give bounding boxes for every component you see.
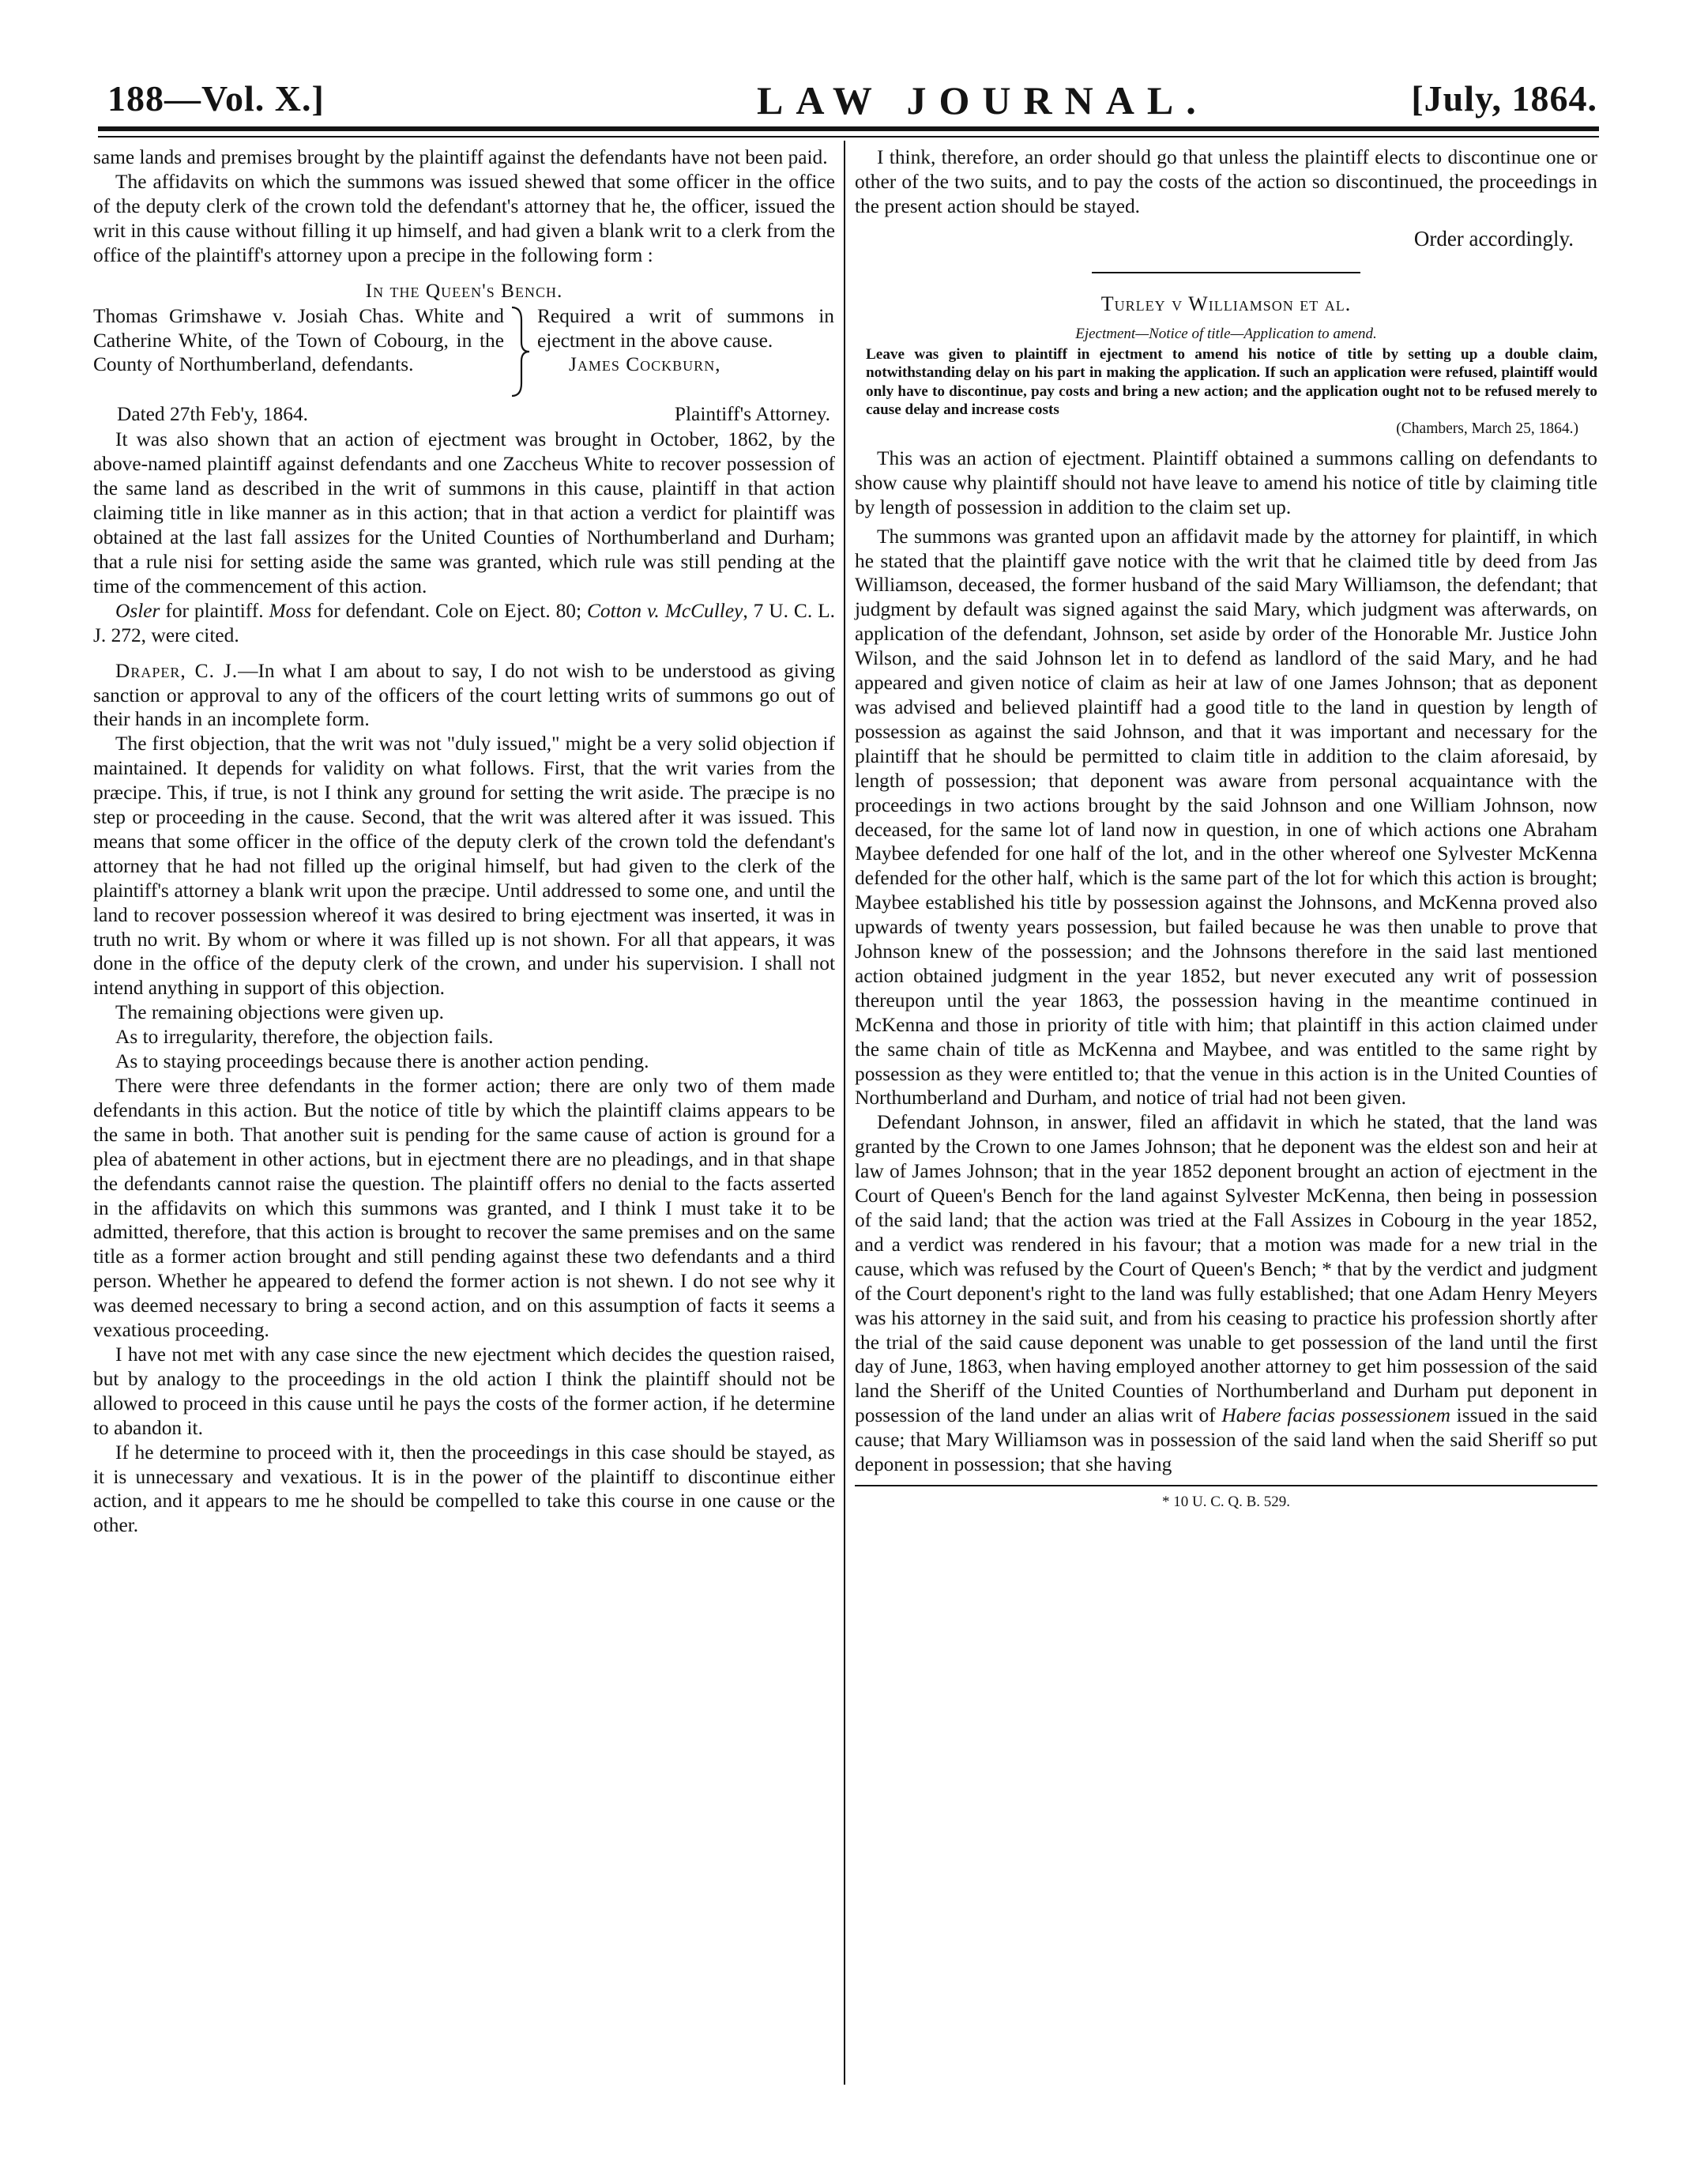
headnote: Leave was given to plaintiff in ejectment to amend his notice of title by setting up a double claim, notwithstanding delay on his part in making the application. If such an application were refused, plaintiff would only have to discontinue, pay costs and bring a new action; and the application ought not to be refused merely to cause delay and increase costs: [866, 345, 1597, 419]
paragraph-text: Defendant Johnson, in answer, filed an affidavit in which he stated, that the land was granted by the Crown to one James Johnson; that he deponent was the eldest son and heir at law of James Johnson; that in the year 1852 deponent brought an action of ejectment in the Court of Queen's Bench for the land against Sylvester McKenna, then being in possession of the said land; that the action was tried at the Fall Assizes in Cobourg in the year 1852, and a verdict was rendered in his favour; that a motion was made for a new trial in the cause, which was refused by the Court of Queen's Bench; * that by the verdict and judgment of the Court deponent's right to the land was fully established; that one Adam Henry Meyers was his attorney in the said suit, and from his ceasing to practice his profession shortly after the trial of the said cause deponent was unable to get possession of the land until the first day of June, 1863, when having employed another attorney to get him possession of the said land the Sheriff of the United Counties of Northumberland and Durham put deponent in possession of the land under an alias writ of: [855, 1111, 1597, 1427]
paragraph: If he determine to proceed with it, then the proceedings in this case should be stayed, as it is unnecessary and vexatious. It is in the power of the plaintiff to discontinue either action, and it appears to me he should be compelled to take this course in one cause or the other.: [93, 1441, 835, 1537]
counsel-text: for defendant. Cole on Eject. 80;: [311, 599, 587, 622]
judgment-opening: [93, 659, 835, 733]
issue-date: [July, 1864.: [1411, 78, 1597, 119]
column-divider: [844, 141, 845, 2085]
counsel-text: for plaintiff.: [160, 599, 269, 622]
chambers-date: (Chambers, March 25, 1864.): [1396, 420, 1578, 437]
counsel-text: , 7 U. C. L. J. 272, were cited.: [93, 599, 835, 646]
paragraph: It was also shown that an action of ejectment was brought in October, 1862, by the above-named plaintiff against defendants and one Zaccheus White to recover possession of the same land as described in the writ of summons in this cause, plaintiff in that action claiming title in like manner as in this action; that in that action a verdict for plaintiff was obtained at the last fall assizes for the United Counties of Northumberland and Durham; that a rule nisi for setting aside the same was granted, which rule was still pending at the time of the commencement of this action.: [93, 428, 835, 597]
paragraph: I think, therefore, an order should go that unless the plaintiff elects to discontinue one or other of the two suits, and to pay the costs of the action so discontinued, the proceedings in the present action should be stayed.: [855, 146, 1597, 217]
paragraph: There were three defendants in the former action; there are only two of them made defendants in this action. But the notice of title by which the plaintiff claims appears to be the same in both. That another suit is pending for the same cause of action is ground for a plea of abatement in other actions, but in ejectment there are no pleadings, and in that shape the defendants cannot raise the question. The plaintiff offers no denial to the facts asserted in the affidavits on which this summons was granted, and I think I must take it to be admitted, therefore, that this action is brought to recover the same premises and on the same title as a former action brought and still pending against these two defendants and a third person. Whether he appeared to defend the former action is not shewn. I do not see why it was deemed necessary to bring a second action, and on this assumption of facts it seems a vexatious proceeding.: [93, 1075, 835, 1342]
writ-parties: Thomas Grimshawe v. Josiah Chas. White and Catherine White, of the Town of Cobourg, in the County of Northumberland, defendants.: [93, 305, 504, 376]
left-column: [93, 145, 835, 1538]
page-volume: 188—Vol. X.]: [107, 78, 325, 119]
paragraph: I have not met with any case since the new ejectment which decides the question raised, but by analogy to the proceedings in the old action I think the plaintiff should not be allowed to proceed in this cause until he pays the costs of the former action, if he determine to abandon it.: [93, 1343, 835, 1439]
footnote-rule: [855, 1485, 1597, 1486]
paragraph: [855, 1110, 1597, 1477]
right-column: [855, 145, 1597, 1512]
writ-form: [93, 304, 835, 401]
journal-title: LAW JOURNAL.: [757, 78, 1209, 122]
brace-shape: [507, 304, 534, 399]
case-title: Turley v Williamson et al.: [1100, 292, 1352, 315]
footnote: * 10 U. C. Q. B. 529.: [1161, 1493, 1291, 1510]
paragraph: The summons was granted upon an affidavit made by the attorney for plaintiff, in which he stated that the plaintiff gave notice with the writ that he claimed title by deed from Jas Williamson, deceased, the former husband of the said Mary Williamson, the defendant; that judgment by default was signed against the said Mary, which judgment was afterwards, on application of the defendant, Johnson, set aside by order of the Honorable Mr. Justice John Wilson, and the said Johnson let in to defend as landlord of the said Mary, and he had appeared and given notice of claim as heir at law of one James Johnson; that as deponent was advised and believed plaintiff had a good title to the land in question by length of possession as against the said Johnson, and that it was important and necessary for the plaintiff that he should be permitted to claim title in addition to the claim aforesaid, by length of possession; that deponent was aware from personal acquaintance with the proceedings in two actions brought by the said Johnson and one William Johnson, now deceased, for the same lot of land now in question, in one of which actions one Abraham Maybee defended for one half of the lot, and in the other whereof one Sylvester McKenna defended for the other half, which is the same part of the lot for which this action is brought; Maybee established his title by possession against the Johnsons, and McKenna proved also upwards of twenty years possession, but failed because he was then unable to prove that Johnson knew of the possession; and the Johnsons therefore in the said last mentioned action obtained judgment in the year 1852, but never executed any writ of possession thereupon until the year 1863, the possession having in the meantime continued in McKenna and those in priority of title with him; that plaintiff in this action claimed under the same chain of title as McKenna and Maybee, and was entitled to the same right by possession as they were entitled to; that the venue in this action is in the United Counties of Northumberland and Durham, and notice of trial had not been given.: [855, 525, 1597, 1109]
judgment-text: —In what I am about to say, I do not wish to be understood as giving sanction or approval to any of the officers of the court letting writs of summons go out of their hands in an incomplete form.: [93, 659, 835, 731]
counsel-moss: Moss: [269, 599, 312, 622]
paragraph: The remaining objections were given up.: [115, 1001, 444, 1024]
paragraph: same lands and premises brought by the plaintiff against the defendants have not been paid.: [93, 146, 828, 168]
header-rule-thick: [98, 126, 1599, 131]
judge-name: Draper, C. J.: [115, 659, 239, 682]
paragraph: As to staying proceedings because there is another action pending.: [115, 1050, 649, 1073]
writ-request: [537, 304, 834, 377]
paragraph: The first objection, that the writ was not "duly issued," might be a very solid objection if maintained. It depends for validity on what follows. First, that the writ varies from the præcipe. This, if true, is not I think any ground for setting the writ aside. The præcipe is no step or proceeding in the cause. Second, that the writ was altered after it was issued. This means that some officer in the office of the deputy clerk of the crown told the defendant's attorney that he had not filled up the original himself, but had given to the clerk of the plaintiff's attorney a blank writ upon the præcipe. Until addressed to some one, and until the land to recover possession whereof it was desired to bring ejectment was inserted, it was in truth no writ. By whom or where it was filled up is not shown. For all that appears, it was done in the office of the deputy clerk of the crown, and under his supervision. I shall not intend anything in support of this objection.: [93, 733, 835, 1000]
case-citation: Cotton v. McCulley: [586, 599, 743, 622]
order-line: Order accordingly.: [1413, 226, 1574, 251]
writ-date: Dated 27th Feb'y, 1864.: [117, 403, 308, 426]
writ-brace: [507, 304, 534, 399]
paragraph: The affidavits on which the summons was issued shewed that some officer in the office of the deputy clerk of the crown told the defendant's attorney that he, the officer, issued the writ in this cause without filling it up himself, and had given a blank writ to a clerk from the office of the plaintiff's attorney upon a precipe in the following form :: [93, 170, 835, 266]
writ-date-line: [93, 402, 835, 428]
writ-signer: James Cockburn,: [569, 353, 721, 376]
writ-attorney: Plaintiff's Attorney.: [674, 403, 830, 426]
header-rule-thin: [98, 136, 1599, 138]
writ-required: Required a writ of summons in ejectment in the above cause.: [537, 305, 834, 352]
case-subject: Ejectment—Notice of title—Application to amend.: [1075, 325, 1377, 342]
writ-name: Habere facias possessionem: [1221, 1404, 1450, 1427]
section-divider: [1092, 272, 1360, 273]
court-heading: In the Queen's Bench.: [365, 279, 563, 302]
counsel-osler: Osler: [115, 599, 160, 622]
paragraph-text: issued in the said cause; that Mary Williamson was in possession of the said land when the said Sheriff so put deponent in possession; that she having: [855, 1404, 1597, 1476]
counsel-line: [93, 599, 835, 648]
paragraph: As to irregularity, therefore, the objection fails.: [115, 1026, 494, 1049]
paragraph: This was an action of ejectment. Plaintiff obtained a summons calling on defendants to show cause why plaintiff should not have leave to amend his notice of title by claiming title by length of possession in addition to the claim set up.: [855, 446, 1597, 518]
